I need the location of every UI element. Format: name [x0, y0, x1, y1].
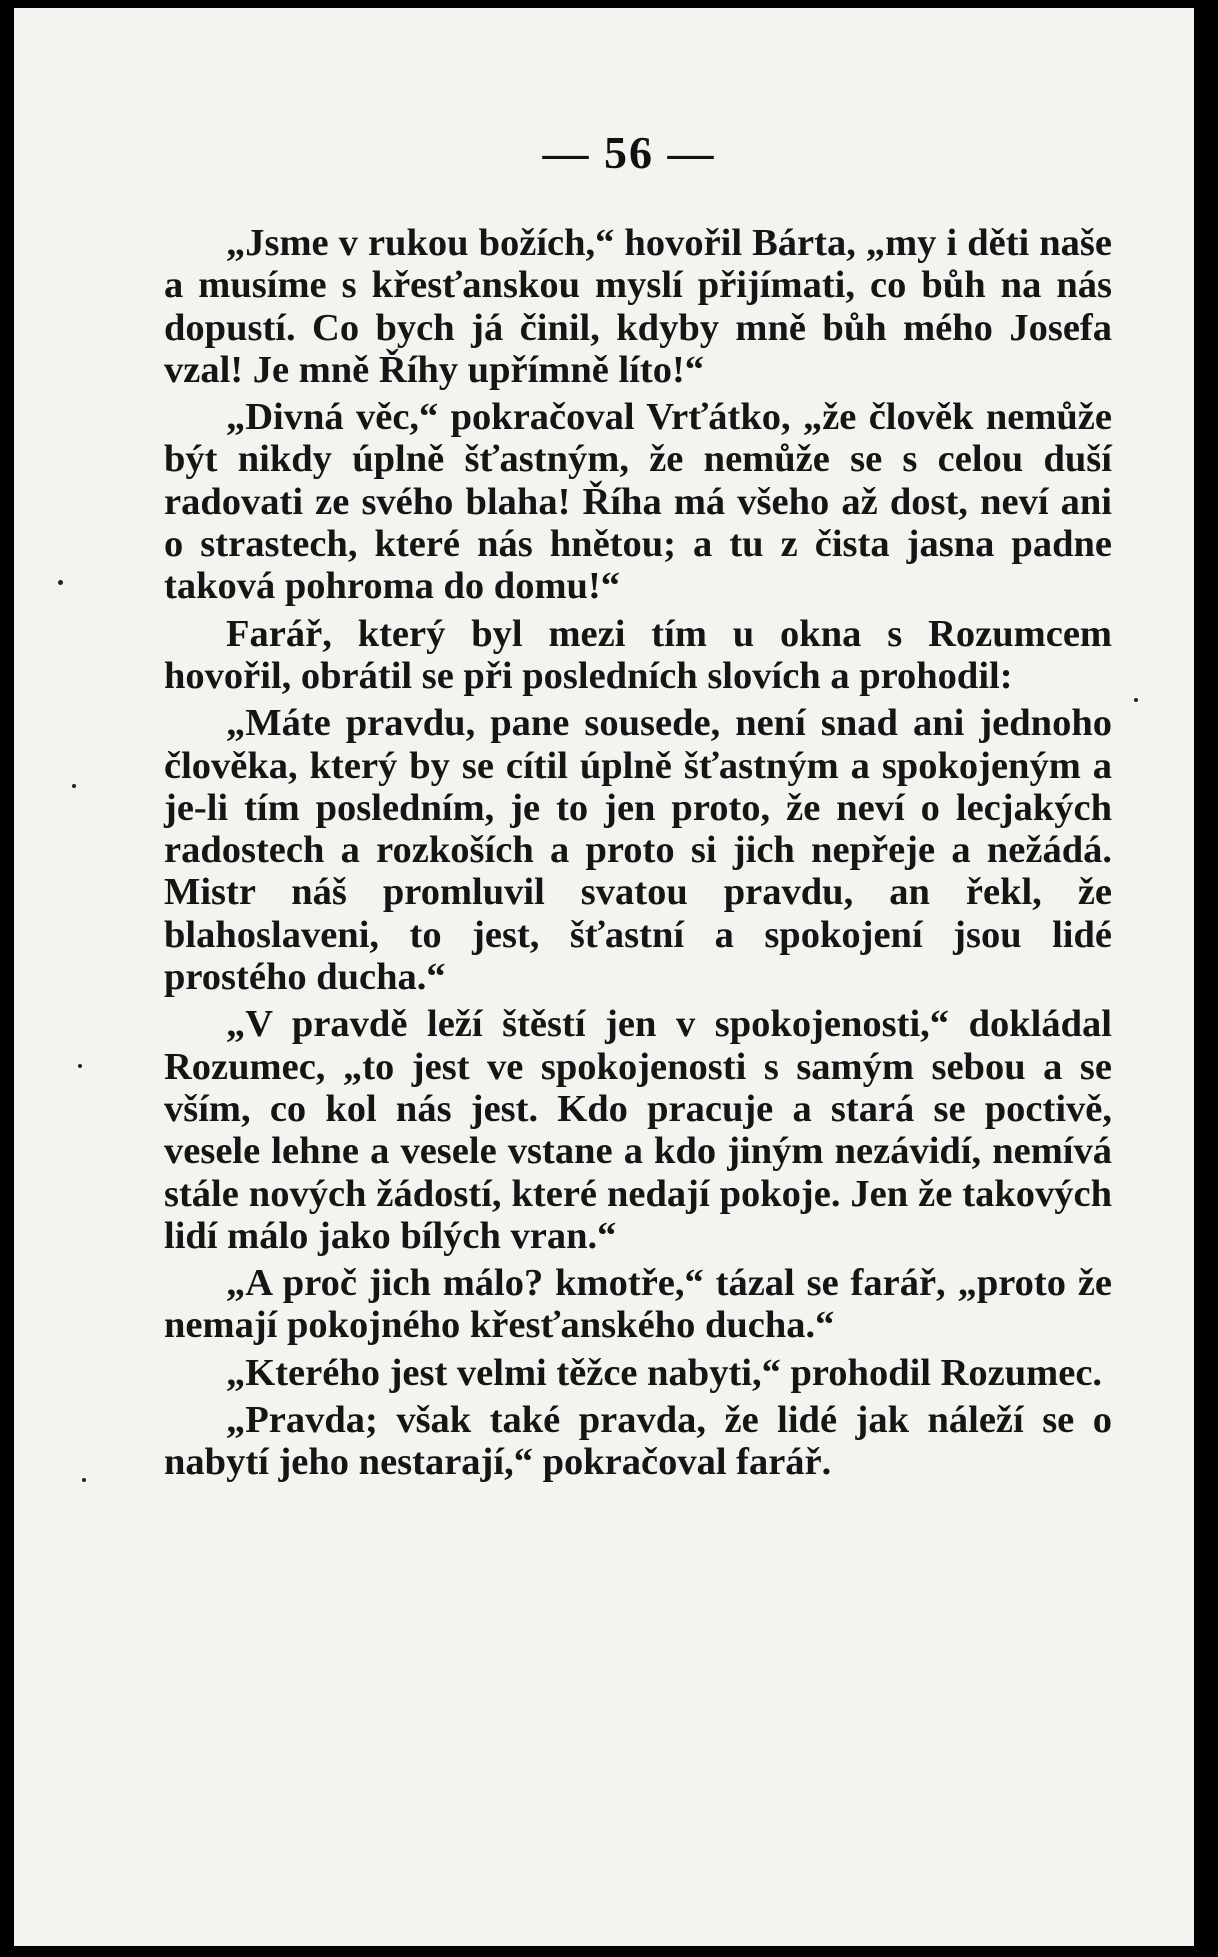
print-speck	[1134, 698, 1138, 702]
page-body-text	[164, 222, 1112, 1484]
paragraph: „Jsme v rukou božích,“ hovořil Bárta, „my i děti naše a musíme s křesťanskou myslí přijímati, co bůh na nás dopustí. Co bych já činil, kdyby mně bůh mého Josefa vzal! Je mně Říhy upřímně líto!“	[164, 222, 1112, 391]
paragraph: „Pravda; však také pravda, že lidé jak náleží se o nabytí jeho nestarají,“ pokračoval farář.	[164, 1399, 1112, 1484]
paragraph: Farář, který byl mezi tím u okna s Rozumcem hovořil, obrátil se při posledních slovích a prohodil:	[164, 612, 1112, 697]
book-page	[14, 8, 1206, 1946]
paragraph: „Kterého jest velmi těžce nabyti,“ prohodil Rozumec.	[226, 1351, 1103, 1394]
page-edge-shadow	[1194, 8, 1206, 1946]
paragraph: „Máte pravdu, pane sousede, není snad ani jednoho člověka, který by se cítil úplně šťastným a spokojeným a je-li tím posledním, je to jen proto, že neví o lecjakých radostech a rozkoších a proto si jich nepřeje a nežádá. Mistr náš promluvil svatou pravdu, an řekl, že blahoslaveni, to jest, šťastní a spokojení jsou lidé prostého ducha.“	[164, 702, 1112, 999]
page-number: — 56 —	[542, 127, 716, 178]
print-speck	[58, 580, 63, 585]
print-speck	[78, 1064, 82, 1068]
paragraph: „A proč jich málo? kmotře,“ tázal se farář, „proto že nemají pokojného křesťanského ducha.“	[164, 1262, 1112, 1347]
print-speck	[82, 1478, 86, 1482]
print-speck	[72, 784, 76, 788]
paragraph: „V pravdě leží štěstí jen v spokojenosti,“ dokládal Rozumec, „to jest ve spokojenosti s samým sebou a se vším, co kol nás jest. Kdo pracuje a stará se poctivě, vesele lehne a vesele vstane a kdo jiným nezávidí, nemívá stále nových žádostí, které nedají pokoje. Jen že takových lidí málo jako bílých vran.“	[164, 1003, 1112, 1257]
paragraph: „Divná věc,“ pokračoval Vrťátko, „že člověk nemůže být nikdy úplně šťastným, že nemůže se s celou duší radovati ze svého blaha! Říha má všeho až dost, neví ani o strastech, které nás hnětou; a tu z čista jasna padne taková pohroma do domu!“	[164, 396, 1112, 608]
